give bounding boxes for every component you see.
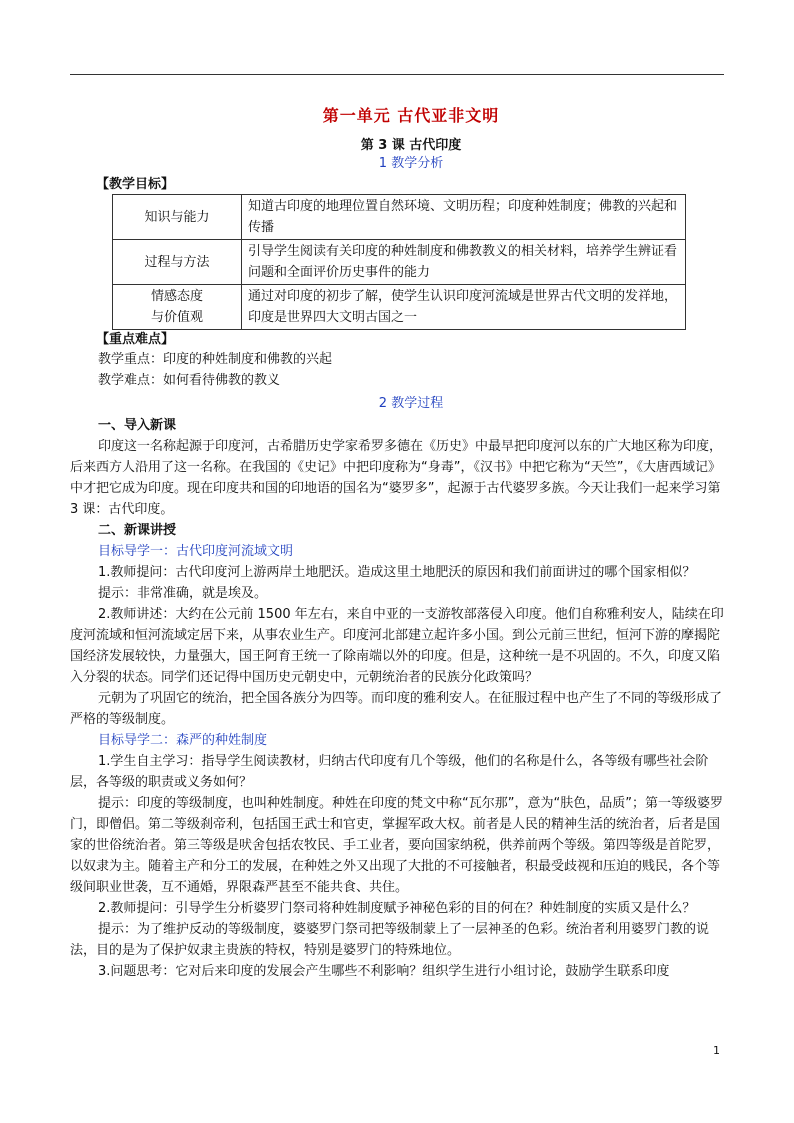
heading-new-lesson: 二、新课讲授: [98, 523, 177, 538]
hint-paragraph: 提示：为了维护反动的等级制度，婆婆罗门祭司把等级制蒙上了一层神圣的色彩。统治者利用婆罗门教的说法，目的是为了保护奴隶主贵族的特权，特别是婆罗门的特殊地位。: [70, 922, 710, 958]
goal-key: [113, 285, 242, 330]
goals-table: [112, 194, 686, 330]
narration-paragraph: 2.教师讲述：大约在公元前 1500 年左右，来自中亚的一支游牧部落侵入印度。他们自称雅利安人，陆续在印度河流域和恒河流域定居下来，从事农业生产。印度河北部建立起许多小国。到公元前三世纪，恒河下游的摩揭陀国经济发展较快，力量强大，国王阿育王统一了除南端以外的印度。但是，这种统一是不巩固的。不久，印度又陷入分裂的状态。同学们还记得中国历史元朝史中，元朝统治者的民族分化政策吗？: [70, 607, 724, 685]
goal-value: 通过对印度的初步了解，使学生认识印度河流域是世界古代文明的发祥地，印度是世界四大文明古国之一: [242, 285, 686, 330]
section-heading-process: 2 教学过程: [378, 396, 444, 411]
difficult-point: 教学难点：如何看待佛教的教义: [98, 373, 281, 388]
document-body: [70, 103, 724, 982]
key-point: 教学重点：印度的种姓制度和佛教的兴起: [98, 352, 333, 367]
section-heading-analysis: 1 教学分析: [378, 156, 444, 171]
keypoints-heading: 【重点难点】: [96, 332, 175, 347]
goals-heading: 【教学目标】: [96, 177, 175, 192]
goal-key: 知识与能力: [113, 195, 242, 240]
table-row: [113, 285, 686, 330]
goal-key-line: 情感态度: [150, 289, 203, 304]
table-row: [113, 195, 686, 240]
table-row: [113, 240, 686, 285]
goal-key-line: 与价值观: [150, 310, 203, 325]
goal-value: 知道古印度的地理位置自然环境、文明历程；印度种姓制度；佛教的兴起和传播: [242, 195, 686, 240]
page-number: 1: [713, 1044, 720, 1057]
goal-key: 过程与方法: [113, 240, 242, 285]
goal-heading-1: 目标导学一：古代印度河流域文明: [98, 544, 294, 559]
question-paragraph: 2.教师提问：引导学生分析婆罗门祭司将种姓制度赋予神秘色彩的目的何在？种姓制度的实质又是什么？: [98, 901, 696, 916]
question-paragraph: 3.问题思考：它对后来印度的发展会产生哪些不利影响？组织学生进行小组讨论，鼓励学生联系印度: [98, 964, 670, 979]
hint-paragraph: 提示：印度的等级制度，也叫种姓制度。种姓在印度的梵文中称“瓦尔那”，意为“肤色，品质”；第一等级婆罗门，即僧侣。第二等级刹帝利，包括国王武士和官吏，掌握军政大权。前者是人民的精神生活的统治者，后者是国家的世俗统治者。第三等级是吠舍包括农牧民、手工业者，要向国家纳税，供养前两个等级。第四等级是首陀罗，以奴隶为主。随着主产和分工的发展，在种姓之外又出现了大批的不可接触者，积最受歧视和压迫的贱民，各个等级间职业世袭，互不通婚，界限森严甚至不能共食、共住。: [70, 796, 723, 895]
question-paragraph: 1.教师提问：古代印度河上游两岸土地肥沃。造成这里土地肥沃的原因和我们前面讲过的哪个国家相似？: [98, 565, 696, 580]
lesson-title: 第 3 课 古代印度: [360, 138, 462, 153]
unit-title: 第一单元 古代亚非文明: [322, 106, 500, 125]
question-paragraph: 1.学生自主学习：指导学生阅读教材，归纳古代印度有几个等级，他们的名称是什么，各等级有哪些社会阶层，各等级的职责或义务如何？: [70, 754, 709, 790]
goal-heading-2: 目标导学二：森严的种姓制度: [98, 733, 268, 748]
hint-paragraph: 提示：非常准确，就是埃及。: [98, 586, 268, 601]
body-paragraph: 元朝为了巩固它的统治，把全国各族分为四等。而印度的雅利安人。在征服过程中也产生了不同的等级形成了严格的等级制度。: [70, 691, 723, 727]
heading-intro: 一、导入新课: [98, 418, 177, 433]
header-rule: [70, 74, 724, 75]
intro-paragraph: 印度这一名称起源于印度河，古希腊历史学家希罗多德在《历史》中最早把印度河以东的广大地区称为印度，后来西方人沿用了这一名称。在我国的《史记》中把印度称为“身毒”，《汉书》中把它称为“天竺”，《大唐西域记》中才把它成为印度。现在印度共和国的印地语的国名为“婆罗多”，起源于古代婆罗多族。今天让我们一起来学习第 3 课：古代印度。: [70, 439, 723, 517]
goal-value: 引导学生阅读有关印度的种姓制度和佛教教义的相关材料，培养学生辨证看问题和全面评价历史事件的能力: [242, 240, 686, 285]
